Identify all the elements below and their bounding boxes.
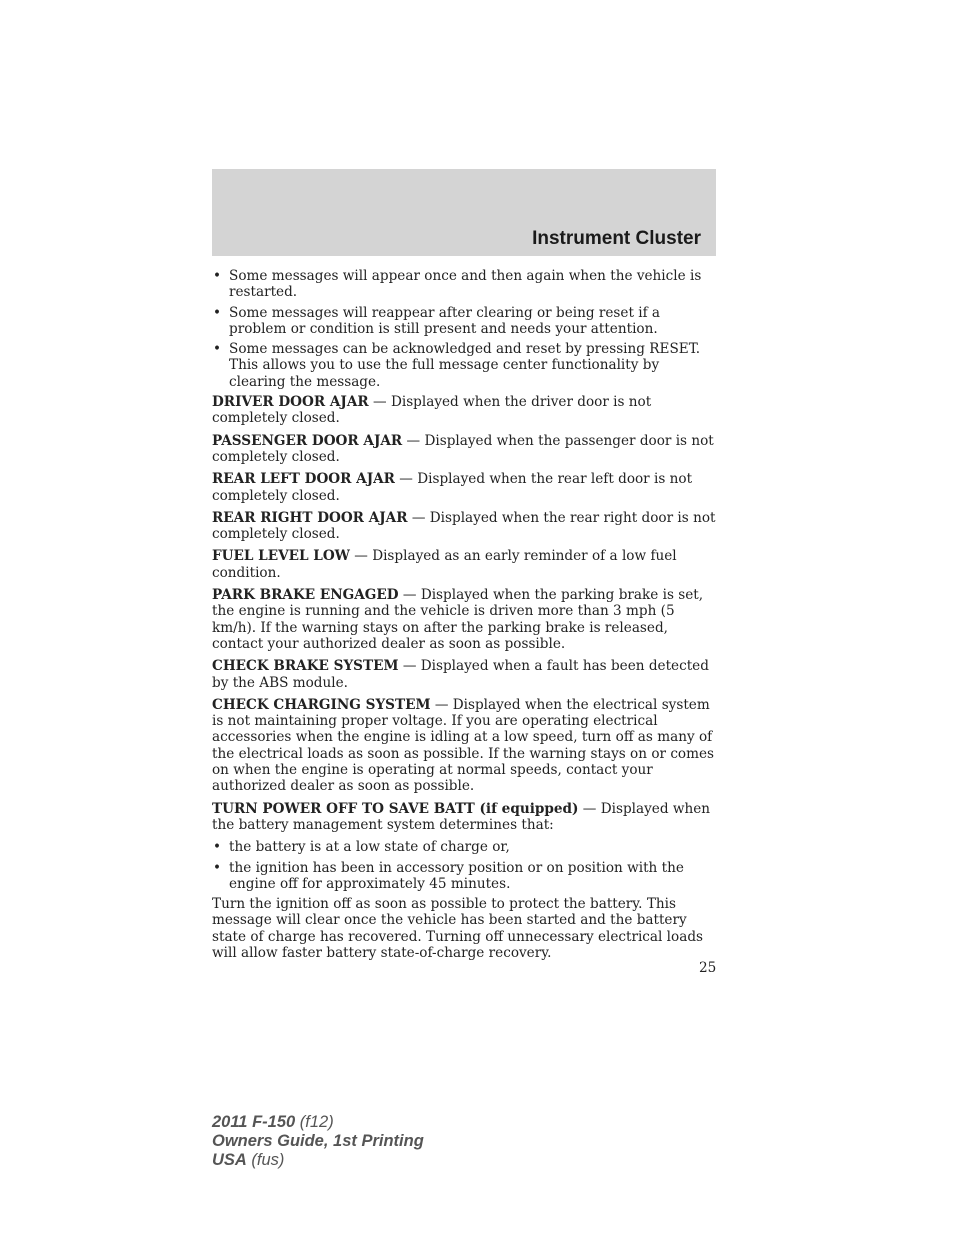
bullet-dot-icon: •	[213, 304, 222, 321]
section-header-band	[212, 169, 716, 256]
page-number: 25	[699, 960, 717, 976]
message-description: — Displayed when the parking brake is set, the engine is running and the vehicle is driven more than 3 mph (5 km/h). If the warning stays on after the parking brake is released, contact your authorized dealer as soon as possible.	[212, 587, 704, 652]
message-term: CHECK CHARGING SYSTEM	[212, 696, 431, 713]
bullet-dot-icon: •	[213, 839, 222, 856]
footer-line-market	[212, 1151, 424, 1170]
bullet-text: the battery is at a low state of charge or,	[229, 839, 510, 856]
footer-line-guide: Owners Guide, 1st Printing	[212, 1132, 424, 1150]
bullet-item	[212, 341, 718, 390]
message-description: — Displayed as an early reminder of a low fuel condition.	[212, 548, 677, 581]
document-footer	[212, 1113, 424, 1170]
message-term: PASSENGER DOOR AJAR	[212, 432, 403, 449]
message-term: REAR LEFT DOOR AJAR	[212, 471, 395, 488]
message-definition	[212, 697, 718, 795]
closing-paragraph: Turn the ignition off as soon as possible to protect the battery. This message will clear once the vehicle has been started and the battery state of charge has recovered. Turning off unnecessary electrical loads will allow faster battery state-of-charge recovery.	[212, 896, 704, 961]
bullet-dot-icon: •	[213, 268, 222, 284]
footer-line-model	[212, 1113, 424, 1132]
message-term: DRIVER DOOR AJAR	[212, 394, 369, 411]
message-description: — Displayed when the electrical system is not maintaining proper voltage. If you are operating electrical accessories when the engine is idling at a low speed, turn off as many of the electrical loads as soon as possible. If the warning stays on or comes on when the engine is operating at normal speeds, contact your authorized dealer as soon as possible.	[212, 696, 715, 795]
bullet-text: Some messages will reappear after clearing or being reset if a problem or condition is still present and needs your attention.	[229, 304, 661, 337]
footer-market-code: (fus)	[246, 1151, 285, 1169]
message-definition	[212, 394, 718, 427]
section-title: Instrument Cluster	[532, 228, 701, 249]
message-definition	[212, 433, 718, 466]
message-description: — Displayed when the driver door is not completely closed.	[212, 394, 652, 427]
bullet-item	[212, 860, 718, 893]
page-content	[212, 268, 718, 967]
bullet-dot-icon: •	[213, 341, 222, 358]
footer-model: 2011 F-150	[212, 1113, 296, 1131]
message-term: TURN POWER OFF TO SAVE BATT (if equipped)	[212, 800, 579, 817]
bullet-text: Some messages can be acknowledged and reset by pressing RESET. This allows you to use the full message center functionality by clearing the message.	[229, 341, 701, 390]
bullet-text: the ignition has been in accessory position or on position with the engine off for approximately 45 minutes.	[229, 859, 684, 892]
footer-model-code: (f12)	[295, 1113, 334, 1131]
message-description: — Displayed when the rear left door is not completely closed.	[212, 471, 693, 504]
bullet-dot-icon: •	[213, 859, 222, 876]
message-definition	[212, 801, 718, 834]
message-description: — Displayed when the rear right door is not completely closed.	[212, 509, 716, 543]
message-description: — Displayed when the passenger door is not completely closed.	[212, 432, 714, 465]
message-term: PARK BRAKE ENGAGED	[212, 587, 399, 604]
message-description: — Displayed when the battery management system determines that:	[212, 800, 711, 833]
message-definition	[212, 510, 718, 543]
message-definition	[212, 471, 718, 504]
bullet-item	[212, 305, 718, 338]
message-term: FUEL LEVEL LOW	[212, 548, 350, 565]
footer-market: USA	[212, 1151, 247, 1169]
message-definition	[212, 548, 718, 581]
bullet-item	[212, 268, 718, 301]
bullet-item	[212, 839, 718, 855]
message-term: REAR RIGHT DOOR AJAR	[212, 509, 408, 526]
message-term: CHECK BRAKE SYSTEM	[212, 658, 399, 675]
message-definition	[212, 587, 718, 652]
message-definition	[212, 658, 718, 691]
bullet-text: Some messages will appear once and then again when the vehicle is restarted.	[229, 268, 702, 301]
message-description: — Displayed when a fault has been detected by the ABS module.	[212, 658, 709, 691]
